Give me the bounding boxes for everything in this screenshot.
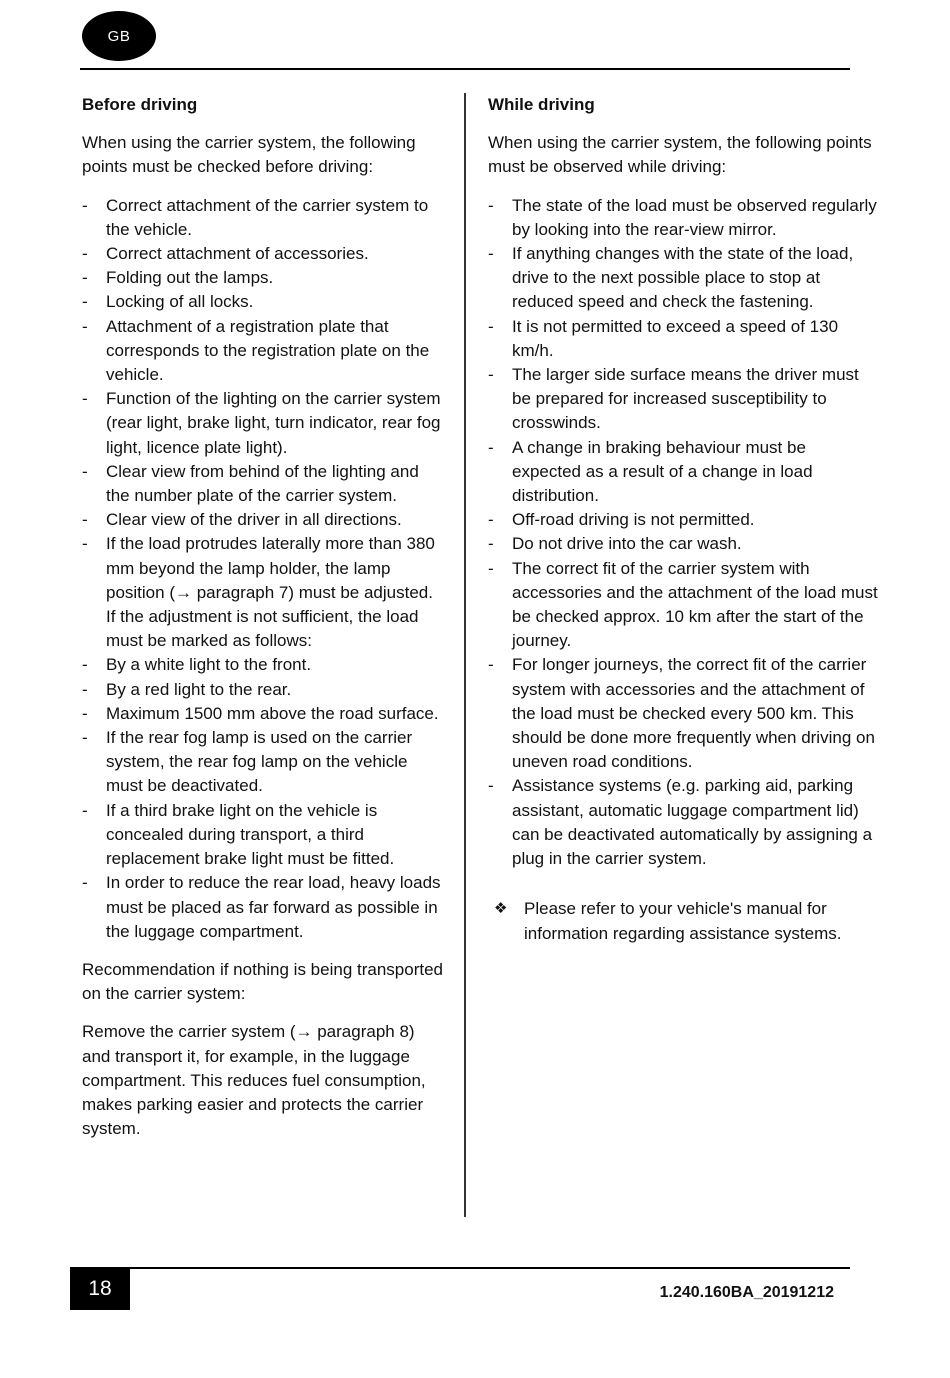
dash-bullet: - xyxy=(82,195,88,215)
before-driving-heading: Before driving xyxy=(82,95,198,114)
dash-bullet: - xyxy=(82,655,88,675)
before-driving-intro: When using the carrier system, the following points must be checked before driving: xyxy=(82,133,416,177)
dash-bullet: - xyxy=(82,510,88,530)
dash-bullet: - xyxy=(82,703,88,723)
recommendation-text: Recommendation if nothing is being transported on the carrier system: xyxy=(82,959,443,1004)
while-driving-column xyxy=(488,93,878,946)
list-item-text: If a third brake light on the vehicle is concealed during transport, a third replacement brake light must be fitted. xyxy=(106,800,395,869)
list-item-text: It is not permitted to exceed a speed of 130 km/h. xyxy=(512,316,839,360)
dash-bullet: - xyxy=(82,800,88,820)
list-item xyxy=(488,557,878,654)
list-item xyxy=(488,653,878,774)
diamond-bullet-icon: ❖ xyxy=(494,900,508,918)
list-item-text: The larger side surface means the driver must be prepared for increased susceptibility to crosswinds. xyxy=(512,365,859,433)
dash-bullet: - xyxy=(82,728,88,748)
list-item-text: Correct attachment of the carrier system to the vehicle. xyxy=(106,195,429,239)
list-item xyxy=(488,194,878,242)
while-driving-intro: When using the carrier system, the following points must be observed while driving: xyxy=(488,133,872,177)
while-driving-list xyxy=(488,194,878,872)
list-item xyxy=(488,508,878,532)
list-item-text: Assistance systems (e.g. parking aid, parking assistant, automatic luggage compartment lid) can be deactivated automatically by assigning a plug in the carrier system. xyxy=(512,776,873,869)
dash-bullet: - xyxy=(488,776,494,796)
list-item-text: The state of the load must be observed regularly by looking into the rear-view mirror. xyxy=(512,195,877,239)
assistance-note-text: Please refer to your vehicle's manual for information regarding assistance systems. xyxy=(524,899,842,943)
list-item xyxy=(82,653,444,677)
list-item-text: Do not drive into the car wash. xyxy=(512,534,742,554)
dash-bullet: - xyxy=(82,534,88,554)
list-item xyxy=(488,532,878,556)
dash-bullet: - xyxy=(488,244,494,264)
list-item xyxy=(82,799,444,872)
dash-bullet: - xyxy=(488,365,494,385)
list-item-text: In order to reduce the rear load, heavy loads must be placed as far forward as possible in the luggage compartment. xyxy=(106,873,441,941)
document-code: 1.240.160BA_20191212 xyxy=(659,1284,834,1301)
list-item-text: Correct attachment of accessories. xyxy=(106,244,369,264)
dash-bullet: - xyxy=(82,461,88,481)
list-item xyxy=(82,678,444,702)
remove-text-end: paragraph 8) and transport it, for example, in the luggage compartment. This reduces fuel consumption, makes parking easier and protects the carrier system. xyxy=(82,1022,426,1139)
list-item-text: If the rear fog lamp is used on the carrier system, the rear fog lamp on the vehicle must be deactivated. xyxy=(106,728,413,796)
remove-carrier-text xyxy=(82,1020,444,1141)
list-item-text: Off-road driving is not permitted. xyxy=(512,510,755,530)
list-item-text: Locking of all locks. xyxy=(106,292,254,312)
language-badge-label: GB xyxy=(107,27,131,45)
list-item-text: By a white light to the front. xyxy=(106,655,312,675)
page-number-label: 18 xyxy=(88,1277,112,1300)
list-item-text: Maximum 1500 mm above the road surface. xyxy=(106,703,439,723)
list-item-text: Folding out the lamps. xyxy=(106,268,274,288)
list-item xyxy=(82,266,444,290)
column-divider xyxy=(464,93,466,1217)
list-item-text: Clear view of the driver in all directions. xyxy=(106,510,402,530)
dash-bullet: - xyxy=(82,389,88,409)
lateral-item-text-start: If the load protrudes laterally more than 380 mm beyond the lamp holder, the lamp position ( xyxy=(106,534,435,602)
list-item xyxy=(488,774,878,871)
dash-bullet: - xyxy=(488,437,494,457)
list-item xyxy=(82,726,444,799)
dash-bullet: - xyxy=(488,510,494,530)
list-item xyxy=(82,290,444,314)
dash-bullet: - xyxy=(488,316,494,336)
dash-bullet: - xyxy=(82,244,88,264)
list-item xyxy=(82,460,444,508)
list-item xyxy=(82,315,444,388)
dash-bullet: - xyxy=(488,534,494,554)
list-item xyxy=(82,508,444,532)
arrow-right-icon: → xyxy=(295,1022,313,1042)
page-number xyxy=(70,1268,130,1310)
list-item-text: The correct fit of the carrier system with accessories and the attachment of the load must be checked approx. 10 km after the start of the journey. xyxy=(512,558,878,651)
list-item-text: For longer journeys, the correct fit of the carrier system with accessories and the attachment of the load must be checked every 500 km. This should be done more frequently when driving on uneven road conditions. xyxy=(512,655,875,772)
list-item-text: If anything changes with the state of the load, drive to the next possible place to stop at reduced speed and check the fastening. xyxy=(512,244,854,312)
list-item xyxy=(488,242,878,315)
dash-bullet: - xyxy=(82,679,88,699)
list-item xyxy=(82,242,444,266)
list-item-text: Function of the lighting on the carrier system (rear light, brake light, turn indicator, rear fog light, licence plate light). xyxy=(106,389,441,457)
header-rule xyxy=(80,68,850,70)
before-driving-column xyxy=(82,93,444,1155)
dash-bullet: - xyxy=(82,873,88,893)
arrow-right-icon: → xyxy=(174,582,192,602)
assistance-note xyxy=(488,897,878,945)
dash-bullet: - xyxy=(82,292,88,312)
list-item xyxy=(488,436,878,509)
dash-bullet: - xyxy=(488,195,494,215)
dash-bullet: - xyxy=(488,558,494,578)
dash-bullet: - xyxy=(82,268,88,288)
before-driving-list xyxy=(82,194,444,944)
footer-rule xyxy=(70,1267,850,1269)
list-item xyxy=(488,363,878,436)
list-item xyxy=(82,532,444,653)
list-item-text: A change in braking behaviour must be expected as a result of a change in load distribution. xyxy=(512,437,813,506)
language-badge xyxy=(82,11,156,61)
list-item xyxy=(82,387,444,460)
lateral-item-text-end: paragraph 7) must be adjusted. If the adjustment is not sufficient, the load must be marked as follows: xyxy=(106,582,433,651)
list-item xyxy=(82,194,444,242)
list-item-text: By a red light to the rear. xyxy=(106,679,292,699)
list-item xyxy=(82,871,444,944)
list-item-text: Attachment of a registration plate that corresponds to the registration plate on the vehicle. xyxy=(106,316,430,385)
remove-text-start: Remove the carrier system ( xyxy=(82,1022,296,1042)
dash-bullet: - xyxy=(488,655,494,675)
list-item xyxy=(488,315,878,363)
dash-bullet: - xyxy=(82,316,88,336)
list-item-text: Clear view from behind of the lighting and the number plate of the carrier system. xyxy=(106,461,419,506)
list-item xyxy=(82,702,444,726)
while-driving-heading: While driving xyxy=(488,95,595,114)
